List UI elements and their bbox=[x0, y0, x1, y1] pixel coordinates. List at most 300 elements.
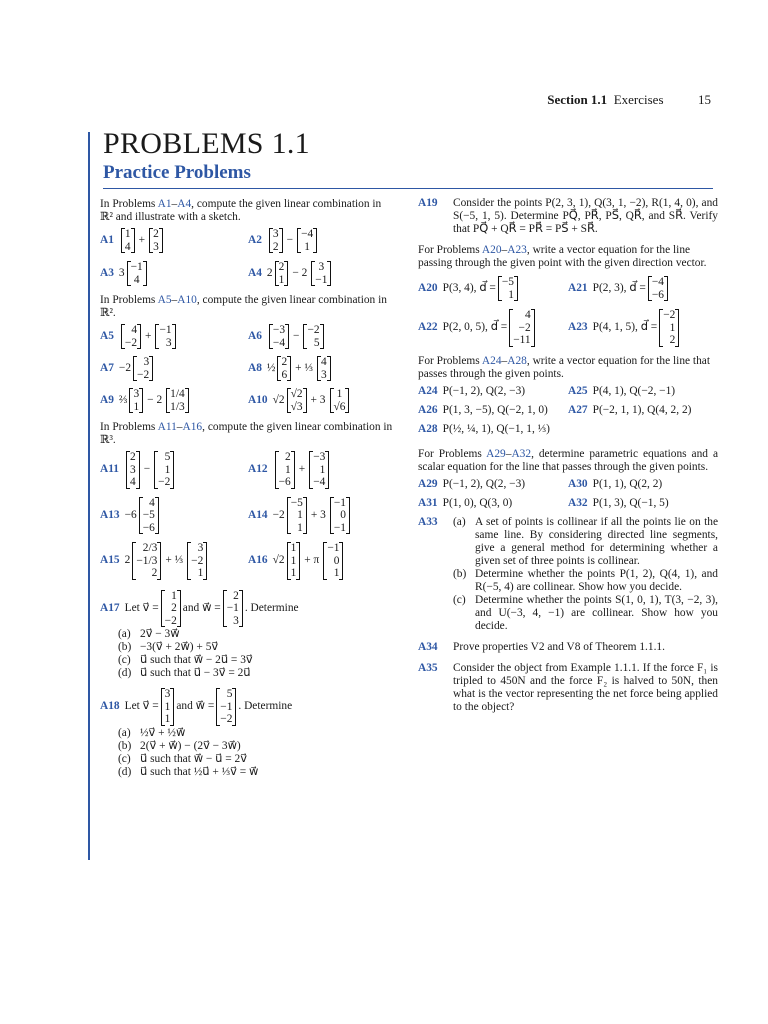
problem-text: P(2, 0, 5), d⃗ = bbox=[442, 321, 508, 334]
subpart-text: Determine whether the points P(1, 2), Q(4, 1), and R(−5, 4) are collinear. Show how you decide. bbox=[475, 567, 718, 593]
operator: − bbox=[286, 234, 294, 246]
problem-row bbox=[418, 309, 718, 347]
subpart bbox=[118, 654, 396, 667]
vector bbox=[287, 542, 301, 580]
entry: 3 bbox=[133, 388, 140, 400]
problem-text: Consider the points P(2, 3, 1), Q(3, 1, −2), R(1, 4, 0), and S(−5, 1, 5). Determine PQ⃗, PR⃗, PS⃗, QR⃗, and SR⃗. Verify that PQ⃗ + QR⃗ = PR⃗ = PS⃗ + SR⃗. bbox=[453, 197, 718, 235]
entry: 1 bbox=[133, 400, 140, 413]
vector bbox=[216, 688, 236, 726]
vector bbox=[303, 324, 323, 349]
problem-text: P(−1, 2), Q(2, −3) bbox=[442, 384, 526, 397]
vector bbox=[129, 388, 143, 413]
subpart bbox=[453, 594, 718, 633]
entry: 6 bbox=[281, 368, 288, 381]
problem-row bbox=[100, 542, 396, 580]
problem-row bbox=[100, 261, 396, 286]
problem-text: . Determine bbox=[238, 700, 293, 713]
entry: −2 bbox=[124, 336, 138, 349]
intro-text: In Problems bbox=[100, 198, 158, 210]
intro-a20-a23 bbox=[418, 244, 718, 270]
vector bbox=[269, 228, 283, 253]
entry: 3 bbox=[197, 542, 204, 554]
dash: – bbox=[171, 198, 178, 210]
subpart-label: (d) bbox=[118, 667, 132, 679]
vector bbox=[498, 276, 518, 301]
entry: 1 bbox=[304, 240, 310, 253]
subpart-label: (c) bbox=[118, 752, 131, 765]
entry: −2 bbox=[191, 554, 204, 567]
intro-a1-a4 bbox=[100, 198, 396, 224]
entry: 2 bbox=[151, 567, 158, 579]
entry: −1 bbox=[333, 496, 346, 509]
problem-text: Let v⃗ = bbox=[124, 601, 159, 614]
problem-a23 bbox=[568, 309, 718, 347]
problem-link[interactable]: A29 bbox=[486, 447, 506, 460]
problem-a35 bbox=[418, 662, 718, 714]
problem-link[interactable]: A5 bbox=[157, 294, 172, 306]
dash: – bbox=[505, 447, 512, 460]
right-column bbox=[418, 194, 718, 714]
entry: 3 bbox=[153, 240, 159, 253]
problem-a10 bbox=[248, 388, 396, 413]
intro-text: For Problems bbox=[418, 447, 487, 460]
entry: 1 bbox=[669, 321, 676, 334]
subpart-label: (b) bbox=[118, 641, 132, 653]
operator: + ⅓ bbox=[165, 554, 184, 567]
entry: −2 bbox=[164, 614, 177, 627]
entry: 4 bbox=[130, 476, 136, 488]
operator: − bbox=[143, 463, 151, 476]
vector bbox=[648, 276, 668, 301]
problem-label: A14 bbox=[248, 508, 268, 521]
subpart bbox=[453, 516, 718, 568]
intro-text: For Problems bbox=[418, 354, 482, 367]
problem-a26 bbox=[418, 404, 568, 417]
problem-text: Prove properties V2 and V8 of Theorem 1.1.1. bbox=[453, 640, 665, 653]
subpart-label: (c) bbox=[118, 654, 131, 666]
entry: 3 bbox=[164, 688, 171, 700]
intro-a5-a10 bbox=[100, 294, 396, 320]
problem-label: A18 bbox=[100, 700, 120, 713]
subpart bbox=[118, 753, 396, 766]
subparts bbox=[453, 516, 718, 633]
problem-a18 bbox=[100, 688, 396, 726]
problem-a17 bbox=[100, 590, 396, 628]
entry: 4 bbox=[124, 240, 131, 253]
problem-a22 bbox=[418, 309, 568, 347]
subparts bbox=[118, 628, 396, 680]
problem-text: P(3, 4), d⃗ = bbox=[442, 282, 496, 294]
problem-a8 bbox=[248, 356, 396, 381]
problem-text: . Determine bbox=[244, 601, 299, 614]
problem-text: and w⃗ = bbox=[176, 700, 215, 713]
subparts bbox=[118, 727, 396, 779]
operator: + 3 bbox=[310, 508, 326, 521]
vector bbox=[269, 324, 289, 349]
vector bbox=[317, 356, 331, 381]
problem-label: A34 bbox=[418, 640, 438, 653]
subpart bbox=[453, 568, 718, 594]
problem-a25 bbox=[568, 385, 718, 398]
intro-a29-a32 bbox=[418, 448, 718, 474]
page-title: PROBLEMS 1.1 bbox=[103, 127, 310, 160]
entry: 1 bbox=[336, 388, 343, 400]
problem-label: A22 bbox=[418, 321, 438, 334]
vector bbox=[330, 497, 350, 535]
problem-row bbox=[100, 324, 396, 349]
subpart-label: (b) bbox=[118, 739, 132, 752]
subpart-text: −3(v⃗ + 2w⃗) + 5v⃗ bbox=[140, 641, 219, 653]
problem-text: P(1, 3), Q(−1, 5) bbox=[592, 496, 669, 509]
problem-label: A15 bbox=[100, 554, 120, 567]
entry: 4 bbox=[524, 309, 531, 321]
vector bbox=[132, 542, 161, 580]
problem-a27 bbox=[568, 404, 718, 417]
problem-row bbox=[100, 497, 396, 535]
vector bbox=[133, 356, 153, 381]
problem-a6 bbox=[248, 324, 396, 349]
entry: 4 bbox=[131, 324, 138, 336]
vector bbox=[121, 228, 135, 253]
problem-label: A5 bbox=[100, 330, 114, 342]
subpart-label: (b) bbox=[453, 567, 467, 580]
coefficient: 2 bbox=[266, 267, 273, 279]
entry: −2 bbox=[158, 476, 171, 488]
problem-text: P(−1, 2), Q(2, −3) bbox=[442, 477, 526, 490]
problem-row bbox=[418, 385, 718, 398]
subpart-label: (a) bbox=[118, 726, 131, 739]
entry: −5 bbox=[501, 276, 514, 288]
coefficient: −2 bbox=[272, 508, 285, 521]
problem-label: A26 bbox=[418, 403, 438, 416]
entry: 1 bbox=[297, 509, 303, 521]
subpart-text: Determine whether the points S(1, 0, 1), T(3, −2, 3), and U(−3, 4, −1) are collinear. Show how you decide. bbox=[475, 593, 718, 632]
intro-a11-a16 bbox=[100, 421, 396, 447]
problem-label: A3 bbox=[100, 267, 114, 279]
problem-link[interactable]: A4 bbox=[177, 198, 192, 210]
problem-a7 bbox=[100, 356, 248, 381]
problem-link[interactable]: A32 bbox=[511, 447, 532, 460]
subpart-text: u⃗ such that w⃗ − 2u⃗ = 3v⃗ bbox=[140, 654, 253, 666]
problem-label: A4 bbox=[248, 267, 262, 279]
problem-label: A20 bbox=[418, 282, 438, 294]
entry: 1 bbox=[290, 554, 297, 567]
vector bbox=[161, 590, 181, 628]
entry: −1 bbox=[226, 602, 239, 614]
problem-a20 bbox=[418, 276, 568, 301]
problem-a31 bbox=[418, 497, 568, 510]
vector bbox=[149, 228, 163, 253]
coefficient: √2 bbox=[272, 394, 285, 406]
entry: 2 bbox=[233, 589, 239, 602]
intro-a24-a28 bbox=[418, 355, 718, 381]
problem-label: A21 bbox=[568, 282, 588, 294]
problem-label: A33 bbox=[418, 515, 438, 528]
subpart-label: (a) bbox=[453, 515, 466, 528]
problem-label: A16 bbox=[248, 554, 268, 567]
page-number: 15 bbox=[698, 92, 711, 107]
entry: −2 bbox=[518, 321, 531, 334]
left-column bbox=[100, 198, 396, 779]
subpart bbox=[118, 727, 396, 740]
margin-rule bbox=[88, 132, 90, 860]
problem-link[interactable]: A28 bbox=[507, 354, 527, 367]
problem-a16 bbox=[248, 542, 396, 580]
intro-text: , write a vector equation for the line that passes through the given points. bbox=[418, 354, 711, 380]
vector bbox=[311, 261, 331, 286]
problem-label: A31 bbox=[418, 496, 438, 509]
entry: 4 bbox=[321, 356, 327, 368]
entry: 2 bbox=[669, 334, 676, 346]
subpart bbox=[118, 740, 396, 753]
vector bbox=[330, 388, 350, 413]
entry: 0 bbox=[340, 509, 346, 521]
problem-text: P(1, 1), Q(2, 2) bbox=[592, 477, 663, 490]
problem-a34 bbox=[418, 641, 718, 654]
vector bbox=[166, 388, 189, 413]
problem-row bbox=[100, 228, 396, 253]
entry: 2 bbox=[171, 602, 177, 614]
subpart-text: A set of points is collinear if all the points lie on the same line. By considering directed line segments, give a general method for determining whether a given set of three points is collinear. bbox=[475, 515, 718, 567]
entry: 1/4 bbox=[170, 388, 185, 400]
entry: 5 bbox=[313, 336, 320, 349]
entry: 1 bbox=[285, 463, 291, 476]
vector bbox=[659, 309, 679, 347]
problem-label: A2 bbox=[248, 234, 262, 246]
subpart-label: (a) bbox=[118, 628, 131, 640]
subpart bbox=[118, 766, 396, 779]
entry: 3 bbox=[318, 261, 325, 273]
entry: 1 bbox=[164, 713, 171, 725]
problem-a5 bbox=[100, 324, 248, 349]
intro-text: In Problems bbox=[100, 294, 158, 306]
problem-link[interactable]: A24 bbox=[481, 354, 502, 367]
problem-a3 bbox=[100, 261, 248, 286]
problem-label: A11 bbox=[100, 463, 119, 476]
entry: −11 bbox=[513, 334, 531, 346]
problem-link[interactable]: A11 bbox=[157, 421, 177, 433]
entry: −4 bbox=[301, 228, 314, 240]
operator: + bbox=[138, 234, 146, 246]
entry: −3 bbox=[272, 324, 286, 336]
problem-link[interactable]: A20 bbox=[481, 244, 502, 256]
dash: – bbox=[501, 244, 508, 256]
problem-a32 bbox=[568, 497, 718, 510]
problem-text: P(4, 1, 5), d⃗ = bbox=[592, 321, 658, 334]
vector bbox=[161, 688, 175, 726]
operator: + 3 bbox=[310, 394, 326, 406]
problem-label: A7 bbox=[100, 362, 114, 374]
problem-a24 bbox=[418, 385, 568, 398]
coefficient: −2 bbox=[118, 362, 132, 374]
problem-a33 bbox=[418, 516, 718, 633]
problem-label: A1 bbox=[100, 234, 114, 246]
entry: −1/3 bbox=[136, 554, 158, 567]
entry: 3 bbox=[130, 463, 136, 476]
problem-text: P(½, ¼, 1), Q(−1, 1, ⅓) bbox=[442, 422, 550, 435]
vector bbox=[323, 542, 343, 580]
entry: 3 bbox=[321, 368, 327, 381]
vector bbox=[287, 388, 307, 413]
intro-text: , compute the given linear combination in ℝ³. bbox=[100, 421, 393, 446]
problem-row bbox=[418, 478, 718, 491]
entry: −6 bbox=[651, 288, 664, 301]
section-heading: Practice Problems bbox=[103, 162, 251, 183]
entry: 0 bbox=[333, 554, 340, 567]
intro-text: , compute the given linear combination in ℝ². bbox=[100, 294, 387, 319]
intro-text: , write a vector equation for the line passing through the given point with the given direction vector. bbox=[418, 244, 707, 269]
problem-label: A13 bbox=[100, 508, 120, 521]
entry: 3 bbox=[272, 228, 279, 240]
entry: 1 bbox=[278, 273, 285, 286]
entry: −2 bbox=[307, 324, 320, 336]
entry: 1 bbox=[164, 700, 171, 713]
subpart-text: u⃗ such that u⃗ − 3v⃗ = 2u⃗ bbox=[140, 667, 251, 679]
vector bbox=[126, 451, 140, 489]
problem-link[interactable]: A23 bbox=[507, 244, 527, 256]
running-head bbox=[547, 92, 711, 108]
problem-label: A12 bbox=[248, 463, 268, 476]
problem-label: A30 bbox=[568, 477, 588, 490]
problem-text: P(4, 1), Q(−2, −1) bbox=[592, 384, 676, 397]
entry: 2 bbox=[285, 451, 291, 463]
entry: 1 bbox=[290, 542, 297, 554]
operator: − 2 bbox=[147, 394, 163, 406]
problem-row bbox=[100, 451, 396, 489]
entry: 2 bbox=[272, 240, 279, 253]
entry: −1 bbox=[130, 261, 143, 273]
problem-link[interactable]: A10 bbox=[177, 294, 197, 306]
subpart bbox=[118, 641, 396, 654]
entry: 2 bbox=[281, 356, 288, 368]
entry: 4 bbox=[149, 496, 155, 509]
problem-label: A29 bbox=[418, 477, 438, 490]
entry: 1 bbox=[171, 589, 177, 602]
problem-label: A27 bbox=[568, 403, 588, 416]
subpart-text: ½v⃗ + ½w⃗ bbox=[140, 726, 186, 739]
entry: 2 bbox=[130, 451, 136, 463]
entry: 4 bbox=[133, 273, 140, 286]
vector bbox=[154, 451, 174, 489]
entry: √6 bbox=[333, 400, 346, 413]
problem-a30 bbox=[568, 478, 718, 491]
section-label: Section 1.1 bbox=[547, 92, 608, 107]
problem-row bbox=[100, 356, 396, 381]
entry: −5 bbox=[142, 509, 155, 521]
vector bbox=[127, 261, 147, 286]
problem-text: Let v⃗ = bbox=[124, 700, 159, 713]
problem-label: A32 bbox=[568, 496, 588, 509]
problem-label: A23 bbox=[568, 321, 588, 334]
vector bbox=[275, 261, 289, 286]
entry: 1 bbox=[290, 567, 297, 579]
entry: 3 bbox=[143, 356, 150, 368]
entry: 2/3 bbox=[142, 542, 158, 554]
intro-text: In Problems bbox=[100, 421, 158, 433]
entry: 2 bbox=[153, 228, 159, 240]
problem-a13 bbox=[100, 497, 248, 535]
operator: − 2 bbox=[292, 267, 308, 279]
operator: + π bbox=[304, 554, 320, 567]
problem-label: A17 bbox=[100, 601, 120, 614]
dash: – bbox=[176, 421, 183, 433]
coefficient: 3 bbox=[118, 267, 125, 279]
operator: − bbox=[293, 330, 300, 342]
problem-a15 bbox=[100, 542, 248, 580]
entry: 3 bbox=[165, 336, 172, 349]
entry: −4 bbox=[651, 276, 664, 288]
entry: −3 bbox=[313, 451, 326, 463]
vector bbox=[121, 324, 141, 349]
entry: −1 bbox=[159, 324, 172, 336]
dash: – bbox=[171, 294, 178, 306]
problem-label: A6 bbox=[248, 330, 262, 342]
entry: 5 bbox=[164, 451, 171, 463]
problem-row bbox=[418, 404, 718, 417]
problem-a11 bbox=[100, 451, 248, 489]
problem-link[interactable]: A1 bbox=[157, 198, 172, 210]
problem-a14 bbox=[248, 497, 396, 535]
entry: −6 bbox=[278, 476, 291, 488]
vector bbox=[287, 497, 307, 535]
dash: – bbox=[501, 354, 508, 367]
entry: √3 bbox=[290, 400, 303, 413]
intro-text: For Problems bbox=[418, 244, 482, 256]
entry: −4 bbox=[272, 336, 286, 349]
problem-label: A35 bbox=[418, 661, 438, 674]
coefficient: ½ bbox=[266, 362, 276, 374]
vector bbox=[155, 324, 175, 349]
coefficient: √2 bbox=[272, 554, 285, 567]
subpart-label: (c) bbox=[453, 593, 466, 606]
problem-text: P(−2, 1, 1), Q(4, 2, 2) bbox=[592, 403, 692, 416]
problem-link[interactable]: A16 bbox=[182, 421, 203, 433]
vector bbox=[223, 590, 243, 628]
operator: + ⅓ bbox=[295, 362, 313, 374]
vector bbox=[187, 542, 207, 580]
subpart-text: 2v⃗ − 3w⃗ bbox=[140, 628, 180, 640]
vector bbox=[509, 309, 534, 347]
problem-a4 bbox=[248, 261, 396, 286]
entry: 1 bbox=[197, 567, 204, 579]
problem-a9 bbox=[100, 388, 248, 413]
operator: + bbox=[145, 330, 152, 342]
intro-text: , compute the given linear combination in ℝ² and illustrate with a sketch. bbox=[100, 198, 382, 223]
entry: −1 bbox=[315, 273, 328, 286]
entry: −2 bbox=[663, 309, 676, 321]
entry: 1 bbox=[319, 463, 326, 476]
problem-row bbox=[418, 423, 718, 436]
entry: 2 bbox=[278, 261, 285, 273]
subpart-text: 2(v⃗ + w⃗) − (2v⃗ − 3w⃗) bbox=[140, 739, 241, 752]
entry: 3 bbox=[233, 614, 239, 627]
entry: √2 bbox=[290, 388, 303, 400]
problem-text: P(1, 0), Q(3, 0) bbox=[442, 496, 513, 509]
entry: −4 bbox=[313, 476, 326, 488]
vector bbox=[139, 497, 159, 535]
problem-a2 bbox=[248, 228, 396, 253]
problem-a19 bbox=[418, 197, 718, 236]
coefficient: −6 bbox=[124, 508, 137, 521]
problem-label: A24 bbox=[418, 384, 438, 397]
subpart-text: u⃗ such that w⃗ − u⃗ = 2v⃗ bbox=[140, 752, 247, 765]
problem-a1 bbox=[100, 228, 248, 253]
problem-text: and w⃗ = bbox=[182, 601, 221, 614]
problem-label: A10 bbox=[248, 394, 268, 406]
entry: 1 bbox=[508, 288, 514, 301]
entry: −2 bbox=[137, 368, 150, 381]
problem-text: P(2, 3), d⃗ = bbox=[592, 282, 646, 294]
